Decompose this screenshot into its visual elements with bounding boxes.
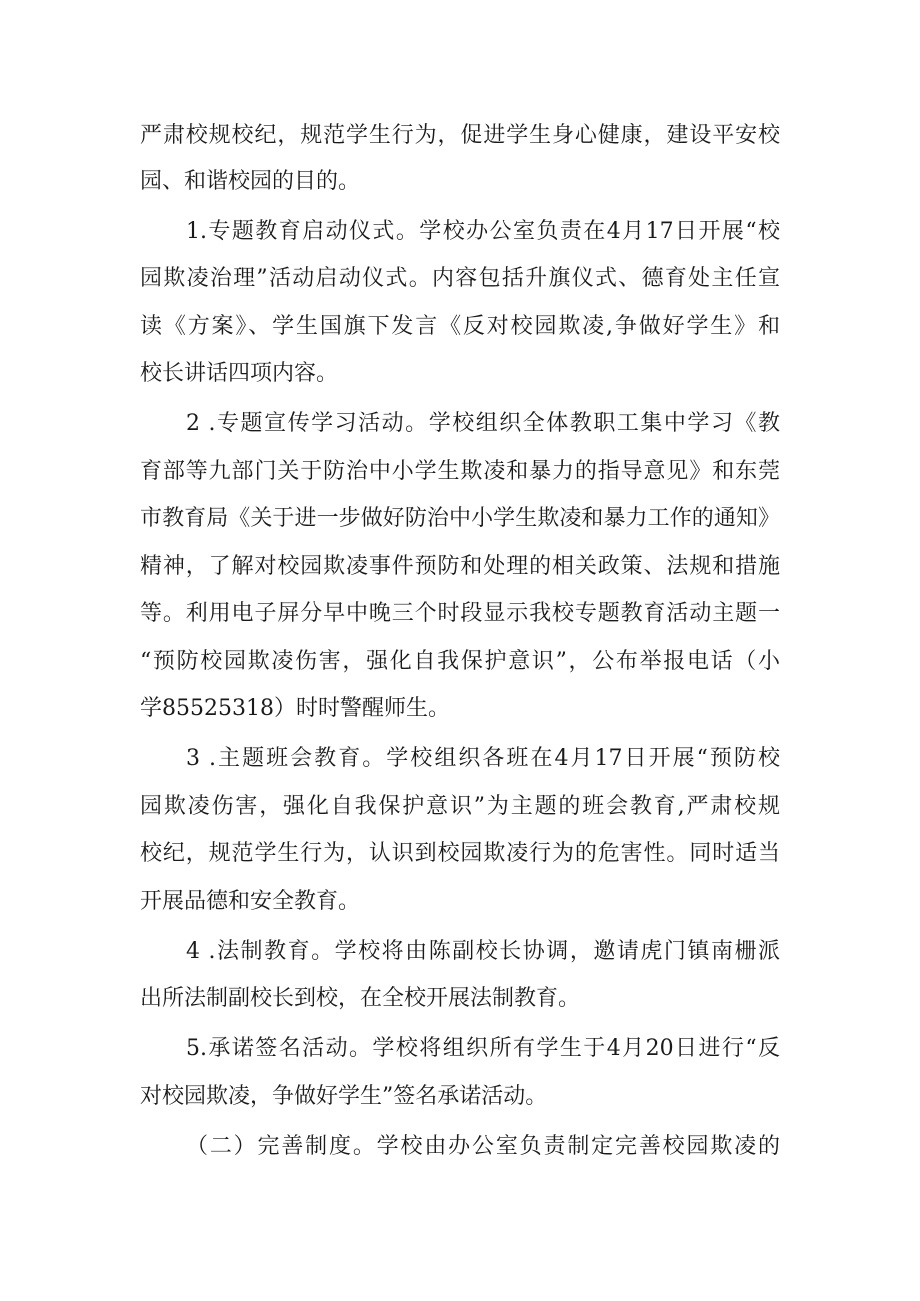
- text-line: 精神，了解对校园欺凌事件预防和处理的相关政策、法规和措施: [140, 554, 780, 579]
- text-line: 5.承诺签名活动。学校将组织所有学生于4月20日进行“反: [186, 1036, 780, 1061]
- text-line: “预防校园欺凌伤害，强化自我保护意识”，公布举报电话（小: [140, 649, 780, 674]
- text-line: 等。利用电子屏分早中晚三个时段显示我校专题教育活动主题一: [140, 601, 780, 626]
- text-line: 3 .主题班会教育。学校组织各班在4月17日开展“预防校: [186, 746, 780, 771]
- text-line: 园欺凌伤害，强化自我保护意识”为主题的班会教育,严肃校规: [140, 794, 780, 819]
- text-line: 对校园欺凌，争做好学生”签名承诺活动。: [140, 1084, 548, 1109]
- text-line: 开展品德和安全教育。: [140, 889, 361, 914]
- text-line: 1.专题教育启动仪式。学校办公室负责在4月17日开展“校: [186, 219, 780, 244]
- text-line: 育部等九部门关于防治中小学生欺凌和暴力的指导意见》和东莞: [140, 459, 780, 484]
- text-line: 出所法制副校长到校，在全校开展法制教育。: [140, 986, 581, 1011]
- text-line: 严肃校规校纪，规范学生行为，促进学生身心健康，建设平安校: [140, 123, 780, 148]
- text-line: 学85525318）时时警醒师生。: [140, 696, 450, 721]
- text-line: 校纪，规范学生行为，认识到校园欺凌行为的危害性。同时适当: [140, 841, 780, 866]
- text-line: 园、和谐校园的目的。: [140, 169, 361, 194]
- text-line: 市教育局《关于进一步做好防治中小学生欺凌和暴力工作的通知》: [140, 506, 780, 531]
- text-line: 4 .法制教育。学校将由陈副校长协调，邀请虎门镇南栅派: [186, 939, 780, 964]
- text-line: 校长讲话四项内容。: [140, 361, 339, 386]
- text-line: 读《方案》、学生国旗下发言《反对校园欺凌,争做好学生》和: [140, 314, 780, 339]
- text-line: 2 .专题宣传学习活动。学校组织全体教职工集中学习《教: [186, 411, 780, 436]
- text-line: 园欺凌治理”活动启动仪式。内容包括升旗仪式、德育处主任宣: [140, 266, 780, 291]
- text-line: （二）完善制度。学校由办公室负责制定完善校园欺凌的: [186, 1134, 780, 1159]
